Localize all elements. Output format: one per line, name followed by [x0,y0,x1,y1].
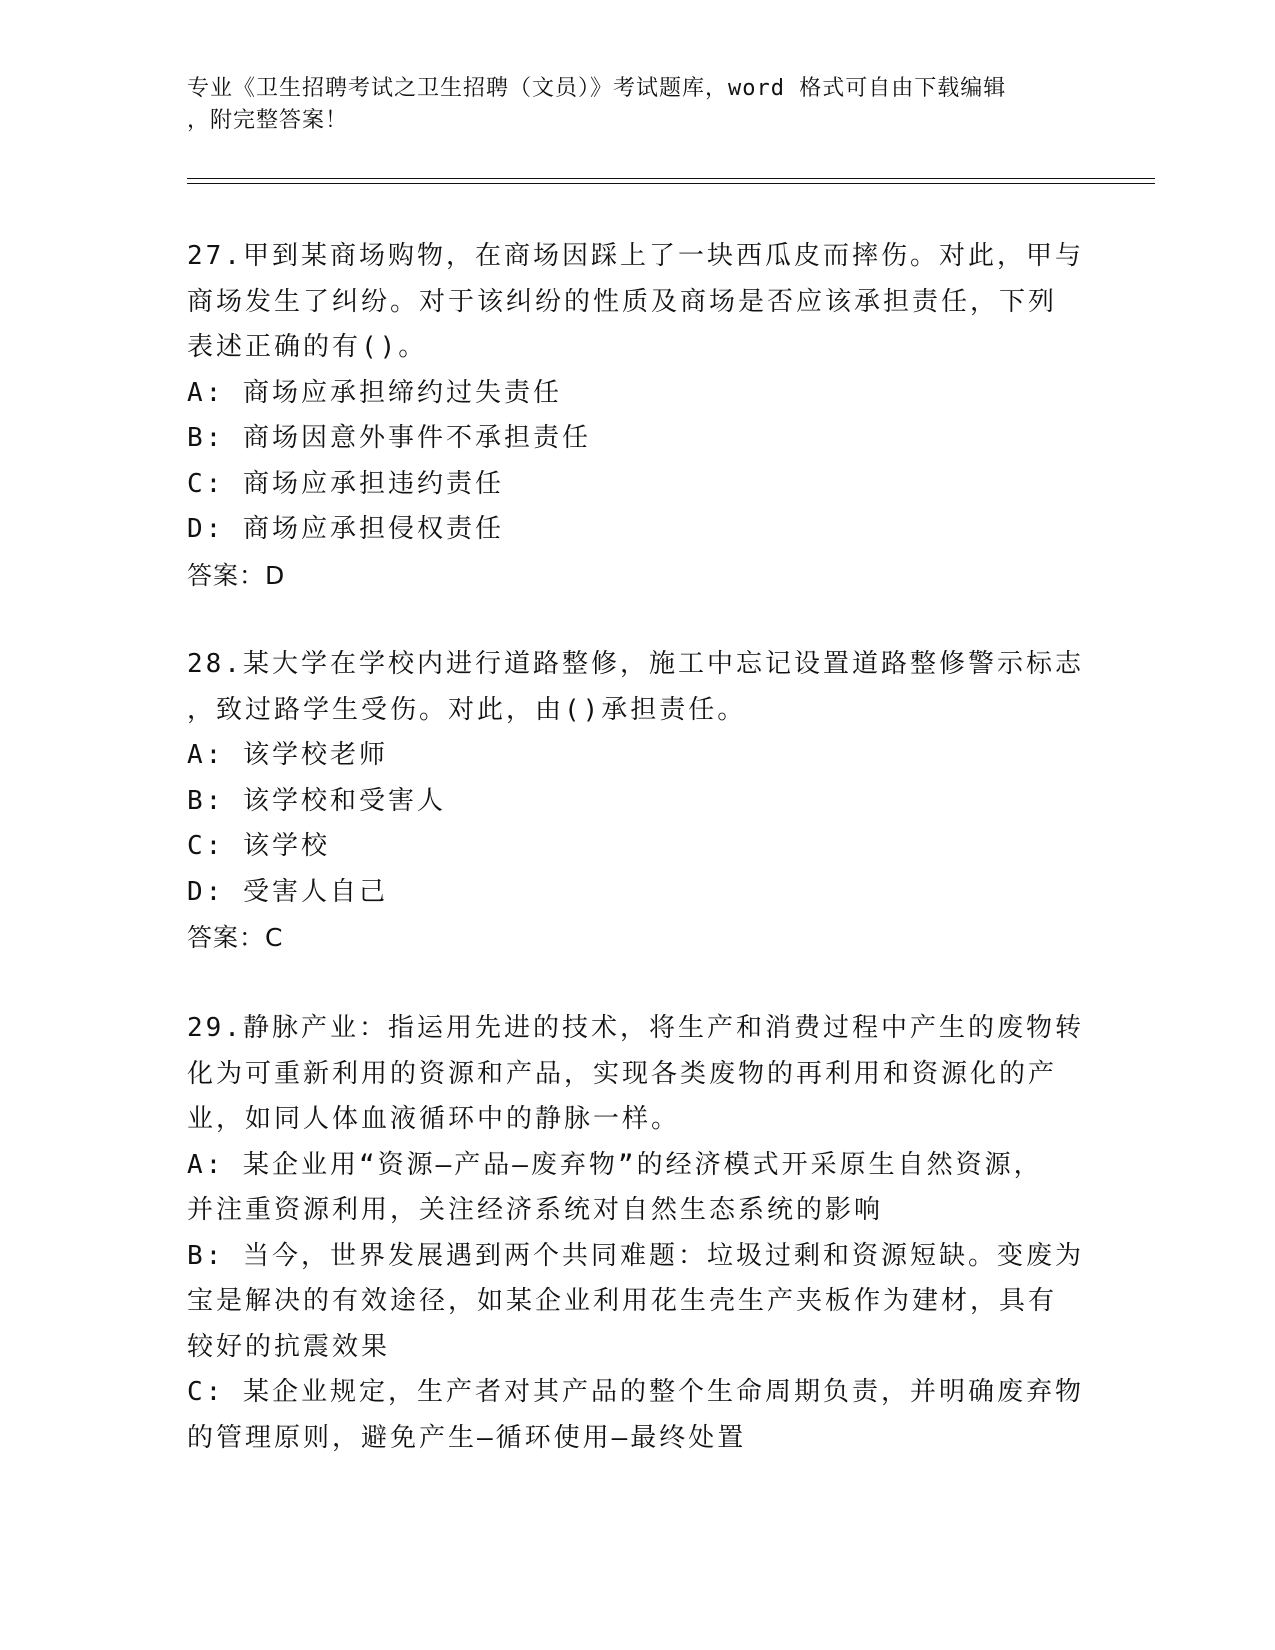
header-divider [187,183,1155,184]
option-c: C: 商场应承担违约责任 [187,468,504,499]
header-line: ，附完整答案！ [187,108,349,133]
option-c-continued: 的管理原则，避免产生—循环使用—最终处置 [187,1422,747,1453]
question-27 [187,234,1087,598]
stem-line: 29.静脉产业：指运用先进的技术，将生产和消费过程中产生的废物转 [187,1013,1084,1043]
option-b: B: 当今，世界发展遇到两个共同难题：垃圾过剩和资源短缺。变废为 [187,1240,1084,1271]
stem-line: 业，如同人体血液循环中的静脉一样。 [187,1104,681,1134]
option-d: D: 受害人自己 [187,876,388,907]
answer-label: 答案：C [187,923,284,952]
stem-line: 表述正确的有()。 [187,332,428,362]
stem-line: ，致过路学生受伤。对此，由()承担责任。 [187,694,747,725]
question-29 [187,1006,1087,1461]
header-line: 专业《卫生招聘考试之卫生招聘（文员）》考试题库，word 格式可自由下载编辑 [187,76,1007,101]
question-stem [187,1006,1087,1143]
question-stem [187,234,1087,371]
option-c: C: 某企业规定，生产者对其产品的整个生命周期负责，并明确废弃物 [187,1377,1084,1407]
option-a: A: 商场应承担缔约过失责任 [187,377,562,408]
stem-line: 化为可重新利用的资源和产品，实现各类废物的再利用和资源化的产 [187,1058,1058,1089]
option-a-continued: 并注重资源利用，关注经济系统对自然生态系统的影响 [187,1195,884,1225]
stem-line: 28.某大学在学校内进行道路整修，施工中忘记设置道路整修警示标志 [187,649,1084,679]
stem-line: 商场发生了纠纷。对于该纠纷的性质及商场是否应该承担责任，下列 [187,286,1058,317]
stem-line: 27.甲到某商场购物，在商场因踩上了一块西瓜皮而摔伤。对此，甲与 [187,241,1084,271]
header-divider [187,178,1155,179]
option-b: B: 商场因意外事件不承担责任 [187,423,591,453]
option-a: A: 该学校老师 [187,740,388,770]
option-a: A: 某企业用“资源—产品—废弃物”的经济模式开采原生自然资源， [187,1149,1043,1180]
option-d: D: 商场应承担侵权责任 [187,514,504,544]
option-c: C: 该学校 [187,831,330,861]
option-b-continued: 较好的抗震效果 [187,1331,391,1362]
question-28 [187,642,1087,961]
document-header [187,73,1067,137]
answer-label: 答案：D [187,560,286,590]
question-stem [187,642,1087,733]
option-b-continued: 宝是解决的有效途径，如某企业利用花生壳生产夹板作为建材，具有 [187,1286,1058,1316]
option-b: B: 该学校和受害人 [187,785,446,816]
